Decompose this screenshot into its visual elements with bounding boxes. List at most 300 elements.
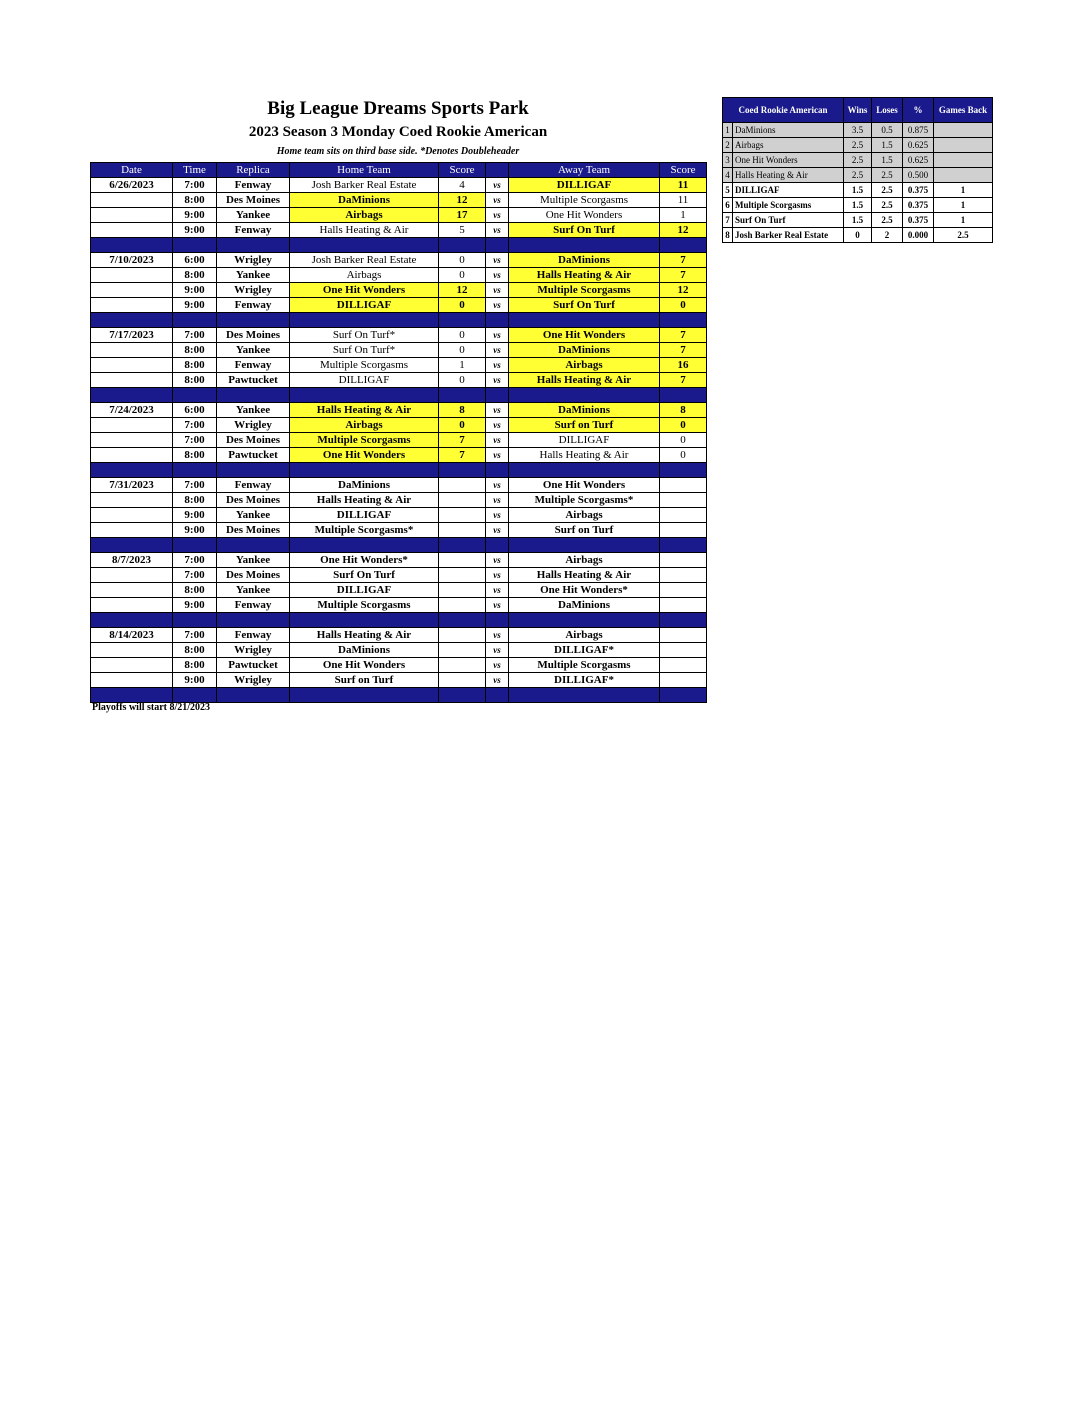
vs-cell: vs bbox=[486, 493, 509, 508]
vs-cell: vs bbox=[486, 508, 509, 523]
standings-gb-cell: 1 bbox=[934, 213, 993, 228]
home-team-cell: DILLIGAF bbox=[290, 298, 439, 313]
vs-cell: vs bbox=[486, 193, 509, 208]
game-time-cell: 7:00 bbox=[173, 418, 217, 433]
away-score-cell bbox=[660, 673, 707, 688]
home-score-cell bbox=[439, 658, 486, 673]
game-field-cell: Des Moines bbox=[217, 523, 290, 538]
game-row bbox=[91, 433, 707, 448]
away-team-cell: DaMinions bbox=[509, 403, 660, 418]
separator-cell bbox=[509, 388, 660, 403]
standings-loses-cell: 0.5 bbox=[872, 123, 903, 138]
separator-cell bbox=[91, 613, 173, 628]
separator-cell bbox=[173, 238, 217, 253]
game-field-cell: Wrigley bbox=[217, 418, 290, 433]
standings-row bbox=[723, 213, 993, 228]
col-header-date: Date bbox=[91, 163, 173, 178]
standings-rank-cell: 6 bbox=[723, 198, 733, 213]
separator-cell bbox=[660, 688, 707, 703]
standings-body bbox=[723, 123, 993, 243]
home-team-cell: Airbags bbox=[290, 268, 439, 283]
standings-pct-cell: 0.875 bbox=[903, 123, 934, 138]
vs-cell: vs bbox=[486, 358, 509, 373]
home-score-cell: 1 bbox=[439, 358, 486, 373]
home-team-cell: One Hit Wonders bbox=[290, 283, 439, 298]
standings-rank-cell: 3 bbox=[723, 153, 733, 168]
away-team-cell: Multiple Scorgasms* bbox=[509, 493, 660, 508]
separator-cell bbox=[486, 613, 509, 628]
game-date-cell bbox=[91, 493, 173, 508]
game-field-cell: Wrigley bbox=[217, 253, 290, 268]
week-separator-row bbox=[91, 463, 707, 478]
separator-cell bbox=[217, 538, 290, 553]
separator-cell bbox=[509, 688, 660, 703]
home-score-cell bbox=[439, 673, 486, 688]
game-date-cell: 7/17/2023 bbox=[91, 328, 173, 343]
home-team-cell: DILLIGAF bbox=[290, 373, 439, 388]
separator-cell bbox=[509, 538, 660, 553]
away-team-cell: Airbags bbox=[509, 628, 660, 643]
col-header-home-team: Home Team bbox=[290, 163, 439, 178]
game-date-cell bbox=[91, 283, 173, 298]
standings-row bbox=[723, 123, 993, 138]
game-time-cell: 9:00 bbox=[173, 283, 217, 298]
away-score-cell bbox=[660, 523, 707, 538]
home-team-cell: DILLIGAF bbox=[290, 508, 439, 523]
away-team-cell: Halls Heating & Air bbox=[509, 268, 660, 283]
away-team-cell: DILLIGAF* bbox=[509, 643, 660, 658]
home-score-cell: 12 bbox=[439, 283, 486, 298]
home-team-cell: Multiple Scorgasms* bbox=[290, 523, 439, 538]
game-time-cell: 7:00 bbox=[173, 178, 217, 193]
separator-cell bbox=[509, 463, 660, 478]
away-team-cell: Airbags bbox=[509, 553, 660, 568]
game-time-cell: 9:00 bbox=[173, 673, 217, 688]
separator-cell bbox=[173, 613, 217, 628]
page-title: Big League Dreams Sports Park bbox=[267, 98, 529, 119]
game-row bbox=[91, 208, 707, 223]
game-row bbox=[91, 643, 707, 658]
col-header-time: Time bbox=[173, 163, 217, 178]
home-team-cell: Surf on Turf bbox=[290, 673, 439, 688]
home-team-cell: Surf On Turf bbox=[290, 568, 439, 583]
game-field-cell: Wrigley bbox=[217, 673, 290, 688]
away-team-cell: DaMinions bbox=[509, 253, 660, 268]
away-score-cell bbox=[660, 643, 707, 658]
vs-cell: vs bbox=[486, 583, 509, 598]
away-team-cell: Surf on Turf bbox=[509, 418, 660, 433]
standings-gb-cell bbox=[934, 168, 993, 183]
game-date-cell bbox=[91, 358, 173, 373]
week-separator-row bbox=[91, 313, 707, 328]
separator-cell bbox=[660, 613, 707, 628]
game-date-cell bbox=[91, 598, 173, 613]
game-row bbox=[91, 628, 707, 643]
game-time-cell: 7:00 bbox=[173, 553, 217, 568]
vs-cell: vs bbox=[486, 253, 509, 268]
away-score-cell: 7 bbox=[660, 253, 707, 268]
standings-loses-cell: 2.5 bbox=[872, 213, 903, 228]
separator-cell bbox=[91, 538, 173, 553]
separator-cell bbox=[91, 238, 173, 253]
game-field-cell: Yankee bbox=[217, 403, 290, 418]
game-date-cell: 7/31/2023 bbox=[91, 478, 173, 493]
standings-gb-cell bbox=[934, 153, 993, 168]
separator-cell bbox=[91, 388, 173, 403]
game-field-cell: Yankee bbox=[217, 343, 290, 358]
standings-row bbox=[723, 168, 993, 183]
game-field-cell: Pawtucket bbox=[217, 448, 290, 463]
away-team-cell: Surf On Turf bbox=[509, 223, 660, 238]
away-score-cell bbox=[660, 478, 707, 493]
separator-cell bbox=[486, 538, 509, 553]
home-team-cell: Halls Heating & Air bbox=[290, 493, 439, 508]
week-separator-row bbox=[91, 538, 707, 553]
col-header-away-team: Away Team bbox=[509, 163, 660, 178]
week-separator-row bbox=[91, 388, 707, 403]
home-score-cell: 17 bbox=[439, 208, 486, 223]
separator-cell bbox=[486, 463, 509, 478]
separator-cell bbox=[439, 463, 486, 478]
separator-cell bbox=[660, 538, 707, 553]
away-team-cell: Halls Heating & Air bbox=[509, 373, 660, 388]
game-row bbox=[91, 658, 707, 673]
separator-cell bbox=[217, 613, 290, 628]
separator-cell bbox=[290, 313, 439, 328]
away-score-cell: 0 bbox=[660, 448, 707, 463]
away-team-cell: One Hit Wonders bbox=[509, 328, 660, 343]
vs-cell: vs bbox=[486, 673, 509, 688]
standings-loses-cell: 2.5 bbox=[872, 168, 903, 183]
game-field-cell: Fenway bbox=[217, 598, 290, 613]
standings-pct-cell: 0.375 bbox=[903, 213, 934, 228]
schedule-note: Home team sits on third base side. *Denotes Doubleheader bbox=[276, 146, 520, 157]
home-team-cell: Halls Heating & Air bbox=[290, 223, 439, 238]
vs-cell: vs bbox=[486, 568, 509, 583]
game-time-cell: 7:00 bbox=[173, 328, 217, 343]
home-score-cell bbox=[439, 493, 486, 508]
game-row bbox=[91, 553, 707, 568]
away-score-cell bbox=[660, 553, 707, 568]
game-time-cell: 6:00 bbox=[173, 253, 217, 268]
home-team-cell: Multiple Scorgasms bbox=[290, 598, 439, 613]
separator-cell bbox=[217, 463, 290, 478]
standings-pct-cell: 0.375 bbox=[903, 198, 934, 213]
away-team-cell: Halls Heating & Air bbox=[509, 448, 660, 463]
standings-team-cell: Surf On Turf bbox=[733, 213, 844, 228]
standings-row bbox=[723, 183, 993, 198]
game-row bbox=[91, 673, 707, 688]
away-score-cell bbox=[660, 658, 707, 673]
standings-rank-cell: 1 bbox=[723, 123, 733, 138]
away-score-cell: 12 bbox=[660, 283, 707, 298]
standings-header-division: Coed Rookie American bbox=[723, 98, 844, 123]
game-row bbox=[91, 568, 707, 583]
away-team-cell: Surf on Turf bbox=[509, 523, 660, 538]
separator-cell bbox=[217, 688, 290, 703]
vs-cell: vs bbox=[486, 448, 509, 463]
game-field-cell: Yankee bbox=[217, 583, 290, 598]
vs-cell: vs bbox=[486, 178, 509, 193]
separator-cell bbox=[660, 388, 707, 403]
vs-cell: vs bbox=[486, 343, 509, 358]
game-date-cell bbox=[91, 223, 173, 238]
schedule-body bbox=[91, 178, 707, 703]
separator-cell bbox=[486, 313, 509, 328]
game-time-cell: 8:00 bbox=[173, 493, 217, 508]
home-score-cell: 0 bbox=[439, 373, 486, 388]
vs-cell: vs bbox=[486, 523, 509, 538]
game-time-cell: 7:00 bbox=[173, 478, 217, 493]
separator-cell bbox=[173, 538, 217, 553]
game-row bbox=[91, 193, 707, 208]
playoffs-note: Playoffs will start 8/21/2023 bbox=[92, 702, 211, 713]
home-team-cell: DaMinions bbox=[290, 643, 439, 658]
away-score-cell: 16 bbox=[660, 358, 707, 373]
game-time-cell: 8:00 bbox=[173, 658, 217, 673]
game-field-cell: Fenway bbox=[217, 298, 290, 313]
game-date-cell: 7/10/2023 bbox=[91, 253, 173, 268]
game-field-cell: Des Moines bbox=[217, 193, 290, 208]
separator-cell bbox=[439, 238, 486, 253]
separator-cell bbox=[509, 238, 660, 253]
home-team-cell: Josh Barker Real Estate bbox=[290, 178, 439, 193]
home-score-cell: 7 bbox=[439, 433, 486, 448]
home-score-cell bbox=[439, 568, 486, 583]
standings-wins-cell: 1.5 bbox=[844, 213, 872, 228]
vs-cell: vs bbox=[486, 418, 509, 433]
separator-cell bbox=[290, 238, 439, 253]
home-score-cell: 8 bbox=[439, 403, 486, 418]
standings-wins-cell: 1.5 bbox=[844, 198, 872, 213]
standings-table bbox=[722, 97, 993, 243]
separator-cell bbox=[290, 388, 439, 403]
game-date-cell bbox=[91, 568, 173, 583]
game-field-cell: Fenway bbox=[217, 178, 290, 193]
away-team-cell: Airbags bbox=[509, 508, 660, 523]
game-time-cell: 7:00 bbox=[173, 568, 217, 583]
game-row bbox=[91, 598, 707, 613]
separator-cell bbox=[660, 313, 707, 328]
standings-gb-cell: 2.5 bbox=[934, 228, 993, 243]
separator-cell bbox=[91, 688, 173, 703]
standings-header-pct: % bbox=[903, 98, 934, 123]
home-score-cell: 4 bbox=[439, 178, 486, 193]
away-score-cell: 7 bbox=[660, 343, 707, 358]
home-team-cell: Surf On Turf* bbox=[290, 343, 439, 358]
standings-wins-cell: 2.5 bbox=[844, 168, 872, 183]
game-time-cell: 8:00 bbox=[173, 373, 217, 388]
separator-cell bbox=[660, 238, 707, 253]
home-score-cell: 12 bbox=[439, 193, 486, 208]
separator-cell bbox=[173, 313, 217, 328]
vs-cell: vs bbox=[486, 553, 509, 568]
vs-cell: vs bbox=[486, 433, 509, 448]
vs-cell: vs bbox=[486, 373, 509, 388]
game-date-cell bbox=[91, 673, 173, 688]
home-team-cell: DILLIGAF bbox=[290, 583, 439, 598]
separator-cell bbox=[173, 388, 217, 403]
separator-cell bbox=[486, 238, 509, 253]
home-score-cell: 0 bbox=[439, 328, 486, 343]
home-score-cell bbox=[439, 508, 486, 523]
game-field-cell: Fenway bbox=[217, 223, 290, 238]
game-date-cell: 6/26/2023 bbox=[91, 178, 173, 193]
separator-cell bbox=[290, 538, 439, 553]
vs-cell: vs bbox=[486, 283, 509, 298]
home-team-cell: DaMinions bbox=[290, 193, 439, 208]
separator-cell bbox=[217, 313, 290, 328]
standings-wins-cell: 1.5 bbox=[844, 183, 872, 198]
game-time-cell: 8:00 bbox=[173, 268, 217, 283]
away-team-cell: DILLIGAF bbox=[509, 178, 660, 193]
home-score-cell: 5 bbox=[439, 223, 486, 238]
away-score-cell: 0 bbox=[660, 298, 707, 313]
col-header-replica: Replica bbox=[217, 163, 290, 178]
game-time-cell: 8:00 bbox=[173, 643, 217, 658]
standings-gb-cell bbox=[934, 123, 993, 138]
home-team-cell: One Hit Wonders bbox=[290, 448, 439, 463]
separator-cell bbox=[91, 313, 173, 328]
standings-pct-cell: 0.000 bbox=[903, 228, 934, 243]
vs-cell: vs bbox=[486, 643, 509, 658]
home-score-cell: 7 bbox=[439, 448, 486, 463]
game-date-cell bbox=[91, 268, 173, 283]
home-team-cell: Josh Barker Real Estate bbox=[290, 253, 439, 268]
vs-cell: vs bbox=[486, 403, 509, 418]
home-score-cell bbox=[439, 583, 486, 598]
standings-rank-cell: 8 bbox=[723, 228, 733, 243]
away-team-cell: DaMinions bbox=[509, 598, 660, 613]
game-field-cell: Wrigley bbox=[217, 643, 290, 658]
separator-cell bbox=[509, 613, 660, 628]
game-row bbox=[91, 223, 707, 238]
home-team-cell: Airbags bbox=[290, 418, 439, 433]
game-date-cell bbox=[91, 433, 173, 448]
standings-row bbox=[723, 198, 993, 213]
game-field-cell: Des Moines bbox=[217, 493, 290, 508]
game-row bbox=[91, 328, 707, 343]
game-time-cell: 9:00 bbox=[173, 508, 217, 523]
away-team-cell: DaMinions bbox=[509, 343, 660, 358]
home-team-cell: One Hit Wonders bbox=[290, 658, 439, 673]
game-row bbox=[91, 343, 707, 358]
standings-header-wins: Wins bbox=[844, 98, 872, 123]
game-row bbox=[91, 508, 707, 523]
home-score-cell bbox=[439, 478, 486, 493]
away-score-cell: 8 bbox=[660, 403, 707, 418]
away-score-cell: 12 bbox=[660, 223, 707, 238]
away-team-cell: One Hit Wonders bbox=[509, 478, 660, 493]
away-team-cell: Halls Heating & Air bbox=[509, 568, 660, 583]
home-team-cell: Airbags bbox=[290, 208, 439, 223]
separator-cell bbox=[439, 388, 486, 403]
game-time-cell: 9:00 bbox=[173, 598, 217, 613]
schedule-header-row bbox=[91, 163, 707, 178]
separator-cell bbox=[173, 463, 217, 478]
separator-cell bbox=[217, 388, 290, 403]
away-team-cell: DILLIGAF bbox=[509, 433, 660, 448]
game-field-cell: Fenway bbox=[217, 478, 290, 493]
away-team-cell: Surf On Turf bbox=[509, 298, 660, 313]
standings-loses-cell: 1.5 bbox=[872, 138, 903, 153]
standings-team-cell: Airbags bbox=[733, 138, 844, 153]
away-team-cell: Multiple Scorgasms bbox=[509, 658, 660, 673]
away-team-cell: Multiple Scorgasms bbox=[509, 283, 660, 298]
game-row bbox=[91, 583, 707, 598]
game-row bbox=[91, 283, 707, 298]
vs-cell: vs bbox=[486, 598, 509, 613]
away-team-cell: Multiple Scorgasms bbox=[509, 193, 660, 208]
page-subtitle: 2023 Season 3 Monday Coed Rookie American bbox=[248, 124, 548, 140]
away-score-cell: 7 bbox=[660, 268, 707, 283]
game-field-cell: Fenway bbox=[217, 358, 290, 373]
game-row bbox=[91, 478, 707, 493]
game-time-cell: 8:00 bbox=[173, 583, 217, 598]
game-time-cell: 9:00 bbox=[173, 223, 217, 238]
schedule-table bbox=[90, 162, 707, 703]
standings-pct-cell: 0.625 bbox=[903, 138, 934, 153]
standings-wins-cell: 2.5 bbox=[844, 153, 872, 168]
col-header-home-score: Score bbox=[439, 163, 486, 178]
standings-team-cell: Multiple Scorgasms bbox=[733, 198, 844, 213]
standings-gb-cell: 1 bbox=[934, 198, 993, 213]
game-date-cell: 7/24/2023 bbox=[91, 403, 173, 418]
standings-header-loses: Loses bbox=[872, 98, 903, 123]
vs-cell: vs bbox=[486, 658, 509, 673]
away-score-cell: 0 bbox=[660, 418, 707, 433]
home-score-cell: 0 bbox=[439, 253, 486, 268]
away-team-cell: Airbags bbox=[509, 358, 660, 373]
standings-row bbox=[723, 138, 993, 153]
standings-wins-cell: 3.5 bbox=[844, 123, 872, 138]
week-separator-row bbox=[91, 238, 707, 253]
away-score-cell: 0 bbox=[660, 433, 707, 448]
game-row bbox=[91, 268, 707, 283]
game-field-cell: Pawtucket bbox=[217, 373, 290, 388]
standings-rank-cell: 4 bbox=[723, 168, 733, 183]
home-score-cell bbox=[439, 598, 486, 613]
separator-cell bbox=[290, 463, 439, 478]
standings-rank-cell: 5 bbox=[723, 183, 733, 198]
standings-team-cell: DILLIGAF bbox=[733, 183, 844, 198]
separator-cell bbox=[290, 613, 439, 628]
week-separator-row bbox=[91, 613, 707, 628]
separator-cell bbox=[173, 688, 217, 703]
game-row bbox=[91, 418, 707, 433]
home-team-cell: Multiple Scorgasms bbox=[290, 358, 439, 373]
game-field-cell: Yankee bbox=[217, 553, 290, 568]
game-field-cell: Yankee bbox=[217, 508, 290, 523]
game-field-cell: Des Moines bbox=[217, 568, 290, 583]
home-score-cell: 0 bbox=[439, 418, 486, 433]
game-time-cell: 9:00 bbox=[173, 208, 217, 223]
game-field-cell: Fenway bbox=[217, 628, 290, 643]
separator-cell bbox=[486, 688, 509, 703]
standings-loses-cell: 2.5 bbox=[872, 183, 903, 198]
home-team-cell: DaMinions bbox=[290, 478, 439, 493]
game-time-cell: 7:00 bbox=[173, 433, 217, 448]
game-date-cell bbox=[91, 523, 173, 538]
week-separator-row bbox=[91, 688, 707, 703]
game-date-cell: 8/7/2023 bbox=[91, 553, 173, 568]
col-header-vs bbox=[486, 163, 509, 178]
game-time-cell: 8:00 bbox=[173, 358, 217, 373]
standings-header-row bbox=[723, 98, 993, 123]
game-date-cell bbox=[91, 658, 173, 673]
game-row bbox=[91, 178, 707, 193]
game-time-cell: 8:00 bbox=[173, 343, 217, 358]
